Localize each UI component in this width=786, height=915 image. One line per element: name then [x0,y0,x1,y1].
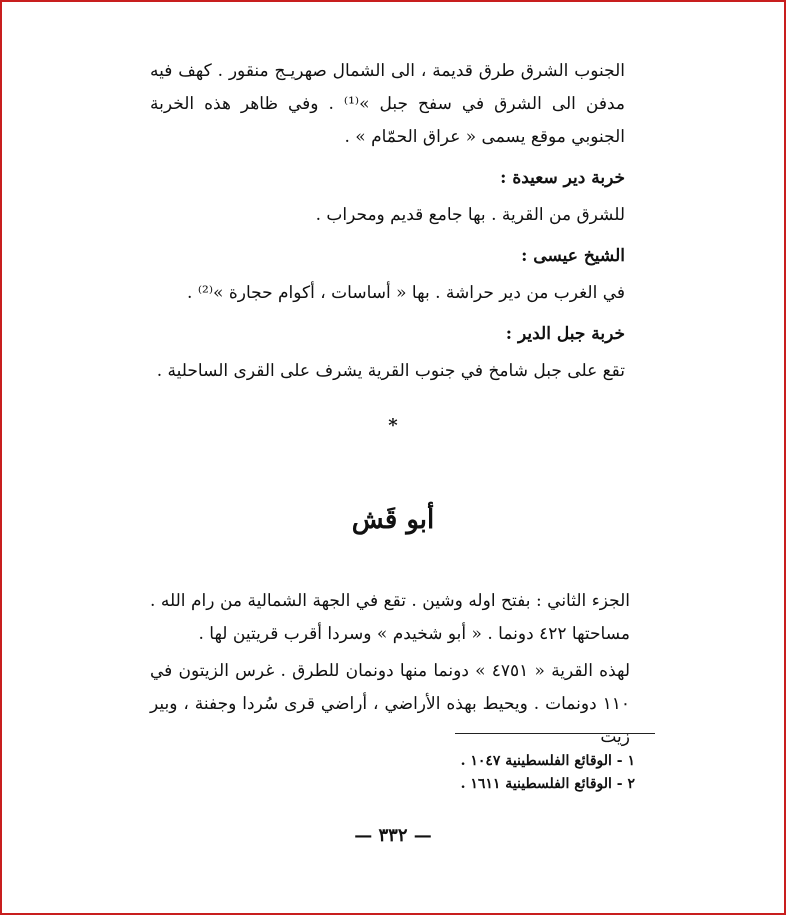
footnote-1: ١ - الوقائع الفلسطينية ١٠٤٧ . [460,753,635,769]
paragraph-abu-qash-land: لهذه القرية « ٤٧٥١ » دونما منها دونمان للطرق . غرس الزيتون في ١١٠ دونمات . ويحيط بهذه الأراضي ، أراضي قرى سُردا وجفنة ، وبير زيت [150,661,631,747]
paragraph-abu-qash-intro: الجزء الثاني : بفتح اوله وشين . تقع في الجهة الشمالية من رام الله . مساحتها ٤٢٢ دونما . « أبو شخيدم » وسردا أقرب قريتين لها . [150,591,630,644]
section-title: أبو قَش [351,505,435,535]
heading-sheikh-issa: الشيخ عيسى : [521,246,625,266]
paragraph-jabal-al-deir: تقع على جبل شامخ في جنوب القرية يشرف على القرى الساحلية . [156,361,625,381]
section-separator: * [388,415,398,436]
heading-khirbet-deir-saida: خربة دير سعيدة : [500,168,625,188]
footnotes [300,750,635,796]
footnote-divider [455,733,655,734]
paragraph-deir-saida: للشرق من القرية . بها جامع قديم ومحراب . [315,205,625,225]
footnote-2: ٢ - الوقائع الفلسطينية ١٦١١ . [460,776,635,792]
text-block-top [150,55,625,388]
text-block-abu-qash [150,585,630,754]
paragraph-sheikh-issa: في الغرب من دير حراشة . بها « أساسات ، أكوام حجارة »⁽²⁾ . [187,283,625,303]
heading-khirbet-jabal-al-deir: خربة جبل الدير : [505,324,625,344]
page-number: — ٣٣٢ — [354,825,432,846]
paragraph-intro: الجنوب الشرق طرق قديمة ، الى الشمال صهريـج منقور . كهف فيه مدفن الى الشرق في سفح جبل »⁽¹⁾ . وفي ظاهر هذه الخربة الجنوبي موقع يسمى « عراق الحمّام » . [150,61,625,147]
